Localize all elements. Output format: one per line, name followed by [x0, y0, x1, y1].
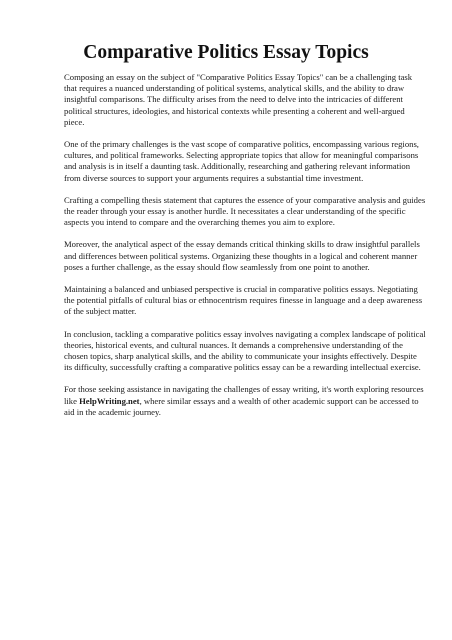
paragraph-resources: [64, 384, 426, 418]
paragraph-scope: One of the primary challenges is the vast scope of comparative politics, encompassing various regions, cultures, and political frameworks. Selecting appropriate topics that allow for meaningful comparisons and analysis is in itself a daunting task. Additionally, researching and gathering relevant information from diverse sources to support your arguments requires a substantial time investment.: [64, 139, 419, 183]
paragraph-thesis: Crafting a compelling thesis statement that captures the essence of your comparative analysis and guides the reader through your essay is another hurdle. It necessitates a clear understanding of the specific aspects you intend to compare and the overarching themes you aim to explore.: [64, 194, 426, 228]
resources-text-after: , where similar essays and a wealth of other academic support can be accessed to aid in the academic journey.: [64, 395, 419, 417]
helpwriting-link[interactable]: HelpWriting.net: [79, 395, 140, 406]
document-title: Comparative Politics Essay Topics: [83, 42, 369, 63]
resources-text-before: For those seeking assistance in navigating the challenges of essay writing, it's worth exploring resources like: [64, 384, 424, 406]
paragraph-intro: Composing an essay on the subject of "Comparative Politics Essay Topics" can be a challenging task that requires a nuanced understanding of political systems, analytical skills, and the ability to draw insightful comparisons. The difficulty arises from the need to delve into the intricacies of different political structures, ideologies, and historical contexts while presenting a coherent and well-argued piece.: [64, 72, 413, 127]
paragraph-analysis: Moreover, the analytical aspect of the essay demands critical thinking skills to draw insightful parallels and differences between political systems. Organizing these thoughts in a logical and coherent manner poses a further challenge, as the essay should flow seamlessly from one point to another.: [64, 239, 420, 272]
paragraph-conclusion: In conclusion, tackling a comparative politics essay involves navigating a complex landscape of political theories, historical events, and cultural nuances. It demands a comprehensive understanding of the chosen topics, sharp analytical skills, and the ability to communicate your insights effectively. Despite its difficulty, successfully crafting a comparative politics essay can be a rewarding intellectual exercise.: [64, 328, 426, 373]
document-body: [64, 72, 426, 429]
paragraph-perspective: Maintaining a balanced and unbiased perspective is crucial in comparative politics essays. Negotiating the potential pitfalls of cultural bias or ethnocentrism requires finesse in language and a deep awareness of the subject matter.: [64, 284, 423, 317]
